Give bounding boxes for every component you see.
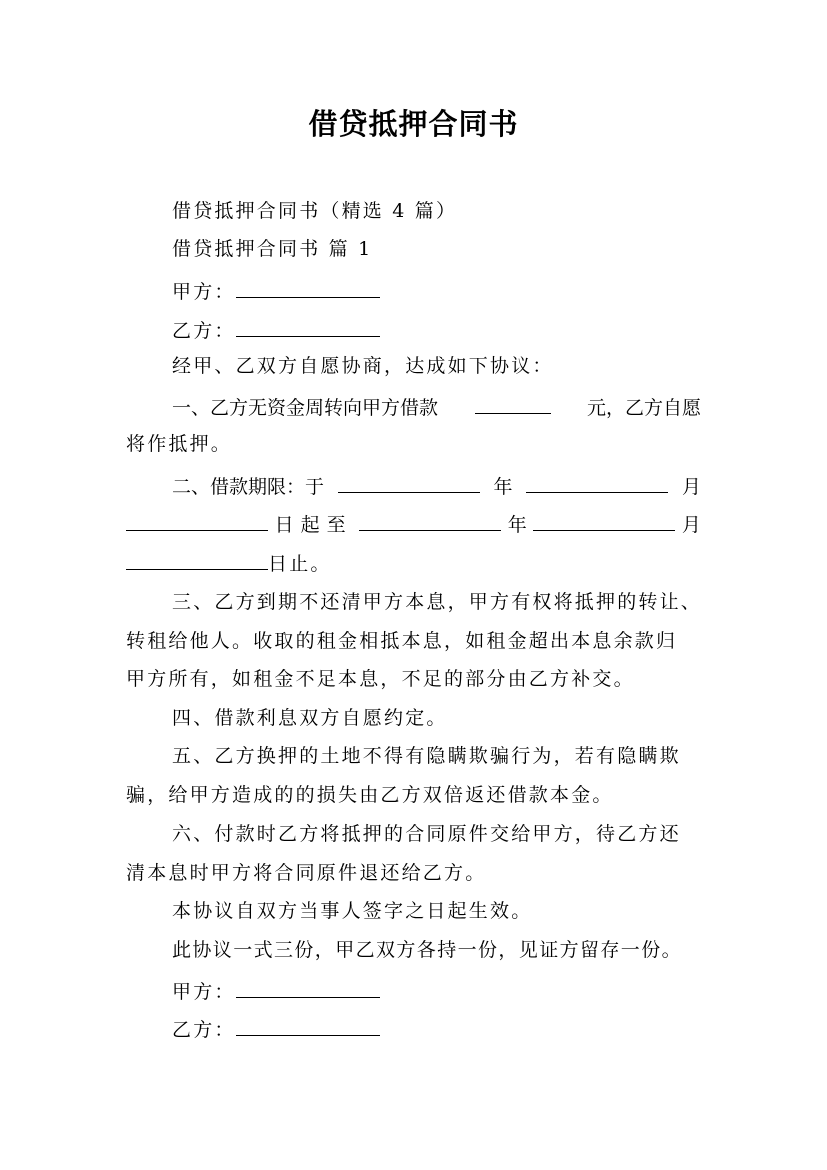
clause2-text: 二、借款期限：于 [172, 476, 325, 498]
clause1-text-a: 一、乙方无资金周转向甲方借款 [172, 397, 439, 419]
clause3-line2: 转租给他人。收取的租金相抵本息，如租金超出本息余款归 [126, 630, 678, 652]
document-subtitle: 借贷抵押合同书（精选 4 篇） [172, 200, 458, 222]
document-title: 借贷抵押合同书 [308, 107, 519, 141]
until-label: 日止。 [268, 553, 332, 575]
start-year-label: 年 [493, 476, 513, 498]
start-month-blank [526, 475, 668, 493]
signature-party-b-label: 乙方： [172, 1019, 236, 1041]
clause6-line2: 清本息时甲方将合同原件退还给乙方。 [126, 862, 487, 884]
party-b-label: 乙方： [172, 320, 236, 342]
clause5-line2: 骗，给甲方造成的的损失由乙方双倍返还借款本金。 [126, 784, 614, 806]
signature-party-b-blank [236, 1018, 380, 1036]
start-month-label: 月 [681, 476, 701, 498]
signature-party-b [172, 1018, 380, 1040]
party-b-blank [236, 319, 380, 337]
clause6-line1: 六、付款时乙方将抵押的合同原件交给甲方，待乙方还 [172, 823, 681, 845]
clause2-line3 [126, 552, 332, 574]
start-day-blank [126, 513, 268, 531]
clause3-line3: 甲方所有，如租金不足本息，不足的部分由乙方补交。 [126, 668, 635, 690]
clause1-line1 [172, 396, 701, 418]
start-year-blank [338, 475, 480, 493]
end-month-label: 月 [681, 514, 701, 536]
clause2-line2 [126, 513, 701, 535]
intro-paragraph: 经甲、乙双方自愿协商，达成如下协议： [172, 355, 554, 377]
loan-amount-blank [475, 396, 551, 414]
signature-party-a [172, 980, 380, 1002]
end-day-blank [126, 552, 268, 570]
clause2-line1 [172, 475, 701, 497]
signature-party-a-label: 甲方： [172, 981, 236, 1003]
end-year-blank [359, 513, 501, 531]
clause1-line2: 将作抵押。 [126, 433, 233, 455]
end-year-label: 年 [507, 514, 527, 536]
clause1-text-b: 元，乙方自愿 [586, 397, 701, 419]
party-a-line [172, 280, 380, 302]
end-month-blank [533, 513, 675, 531]
effective-clause: 本协议自双方当事人签字之日起生效。 [172, 900, 533, 922]
party-a-blank [236, 280, 380, 298]
section-heading: 借贷抵押合同书 篇 1 [172, 238, 373, 260]
party-a-label: 甲方： [172, 281, 236, 303]
party-b-line [172, 319, 380, 341]
clause3-line1: 三、乙方到期不还清甲方本息，甲方有权将抵押的转让、 [172, 591, 703, 613]
from-label: 日起至 [274, 514, 353, 536]
clause5-line1: 五、乙方换押的土地不得有隐瞒欺骗行为，若有隐瞒欺 [172, 745, 681, 767]
copies-clause: 此协议一式三份，甲乙双方各持一份，见证方留存一份。 [172, 939, 683, 961]
signature-party-a-blank [236, 980, 380, 998]
clause4: 四、借款利息双方自愿约定。 [172, 707, 448, 729]
